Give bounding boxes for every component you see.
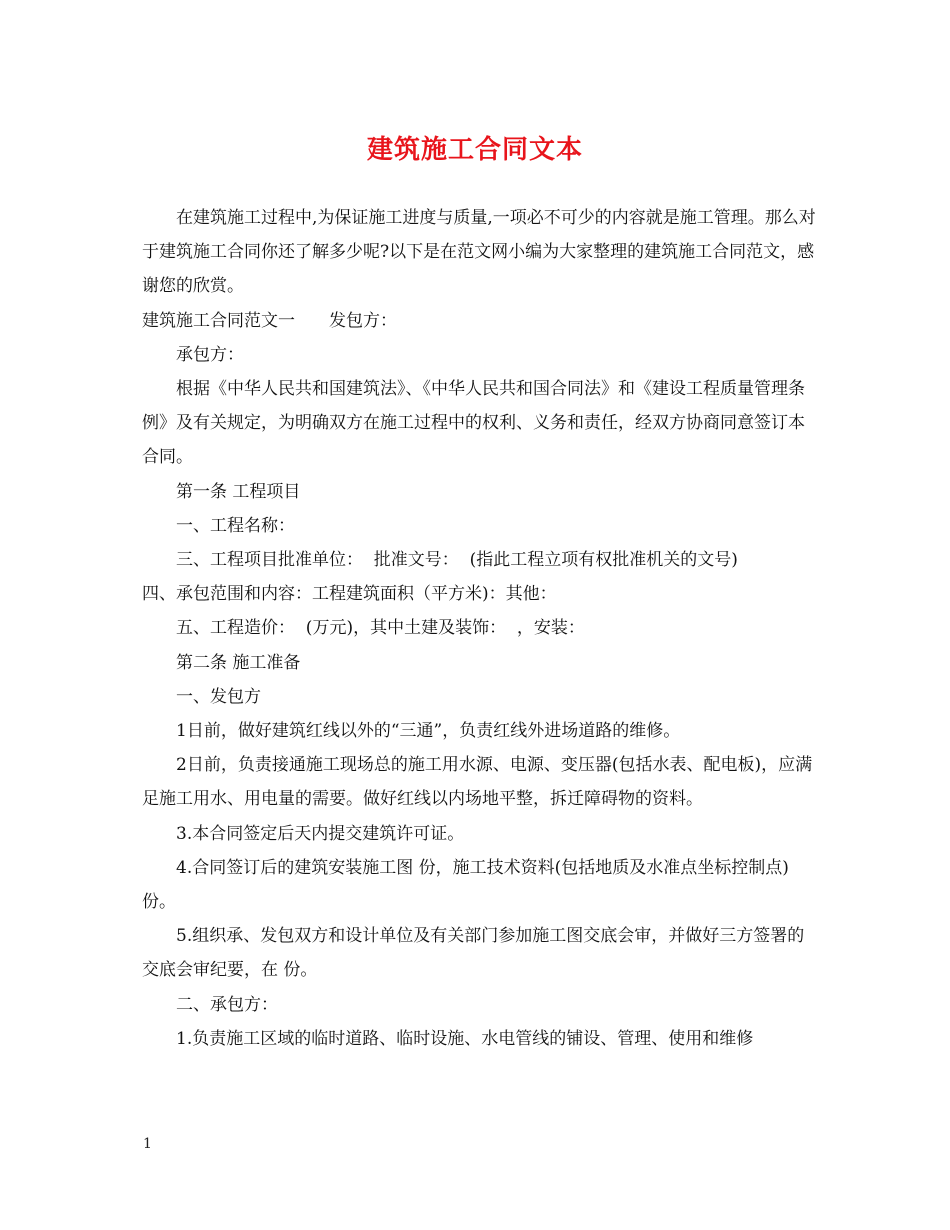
cost-line: 五、工程造价： (万元)，其中土建及装饰： ，安装： <box>176 618 585 639</box>
contract-heading-line: 建筑施工合同范文一 发包方： <box>142 310 397 331</box>
article-one-heading: 第一条 工程项目 <box>176 481 301 502</box>
contractor-item-1: 1.负责施工区域的临时道路、临时设施、水电管线的铺设、管理、使用和维修 <box>176 1028 754 1049</box>
project-name-line: 一、工程名称： <box>176 515 295 536</box>
article-two-heading: 第二条 施工准备 <box>176 652 301 673</box>
intro-paragraph: 在建筑施工过程中,为保证施工进度与质量,一项必不可少的内容就是施工管理。那么对于建筑施工合同你还了解多少呢?以下是在范文网小编为大家整理的建筑施工合同范文，感谢您的欣赏。 <box>142 208 816 297</box>
document-body <box>142 201 820 1056</box>
contractor-heading: 二、承包方： <box>176 994 278 1015</box>
employer-item-2: 2日前，负责接通施工现场总的施工用水源、电源、变压器(包括水表、配电板)，应满足施工用水、用电量的需要。做好红线以内场地平整，拆迁障碍物的资料。 <box>142 755 813 810</box>
approval-unit-line: 三、工程项目批准单位： 批准文号： (指此工程立项有权批准机关的文号) <box>176 550 738 571</box>
contractor-line: 承包方： <box>176 344 244 365</box>
employer-item-3: 3.本合同签定后天内提交建筑许可证。 <box>176 823 465 844</box>
scope-line: 四、承包范围和内容：工程建筑面积（平方米)：其他： <box>142 584 557 605</box>
employer-heading: 一、发包方 <box>176 686 261 707</box>
employer-item-1: 1日前，做好建筑红线以外的“三通”，负责红线外进场道路的维修。 <box>176 721 681 742</box>
document-title: 建筑施工合同文本 <box>366 135 583 165</box>
legal-basis-paragraph: 根据《中华人民共和国建筑法》、《中华人民共和国合同法》和《建设工程质量管理条例》及有关规定，为明确双方在施工过程中的权利、义务和责任，经双方协商同意签订本合同。 <box>142 379 805 468</box>
page-number: 1 <box>143 1136 152 1152</box>
employer-item-4: 4.合同签订后的建筑安装施工图 份，施工技术资料(包括地质及水准点坐标控制点) 份。 <box>142 857 795 913</box>
employer-item-5: 5.组织承、发包双方和设计单位及有关部门参加施工图交底会审，并做好三方签署的交底会审纪要，在 份。 <box>142 926 805 981</box>
